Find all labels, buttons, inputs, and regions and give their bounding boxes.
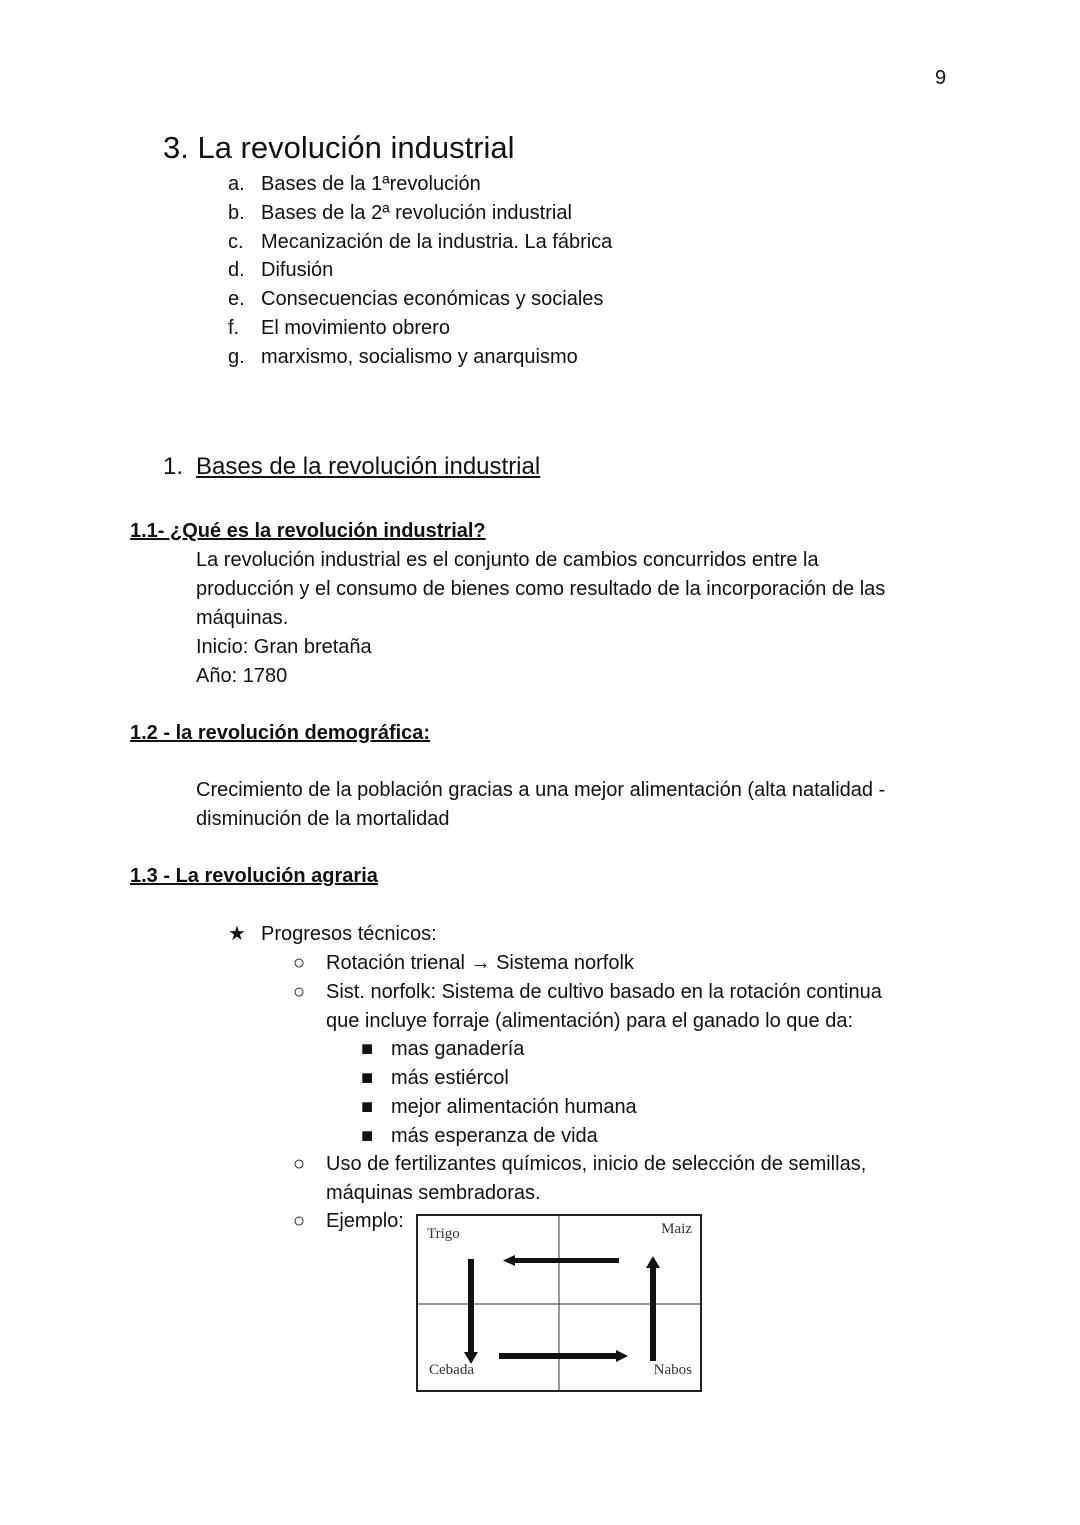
paragraph-line: disminución de la mortalidad bbox=[196, 808, 450, 830]
paragraph-line: Inicio: Gran bretaña bbox=[196, 636, 372, 658]
arrow-trigo-to-cebada bbox=[464, 1259, 478, 1364]
list-item: más estiércol bbox=[391, 1067, 509, 1089]
list-item: Uso de fertilizantes químicos, inicio de selección de semillas, bbox=[326, 1153, 867, 1175]
circle-bullet-icon: ○ bbox=[293, 981, 306, 1003]
toc-marker: g. bbox=[228, 346, 245, 368]
section-marker: 1. bbox=[163, 453, 184, 480]
diagram-label-nabos: Nabos bbox=[653, 1362, 692, 1378]
square-bullet-icon: ■ bbox=[361, 1067, 374, 1089]
circle-bullet-icon: ○ bbox=[293, 952, 306, 974]
toc-marker: c. bbox=[228, 231, 244, 253]
list-item: Rotación trienal → Sistema norfolk bbox=[326, 952, 634, 974]
list-item-continued: que incluye forraje (alimentación) para el ganado lo que da: bbox=[326, 1010, 854, 1032]
toc-item: Difusión bbox=[261, 259, 334, 281]
crop-rotation-diagram bbox=[416, 1214, 702, 1392]
toc-marker: e. bbox=[228, 288, 245, 310]
square-bullet-icon: ■ bbox=[361, 1038, 374, 1060]
section-heading: Bases de la revolución industrial bbox=[196, 453, 541, 480]
diagram-label-trigo: Trigo bbox=[427, 1226, 460, 1242]
toc-item: Bases de la 2ª revolución industrial bbox=[261, 202, 572, 224]
arrow-maiz-to-trigo bbox=[503, 1255, 619, 1266]
toc-item: Mecanización de la industria. La fábrica bbox=[261, 231, 613, 253]
list-item: Sist. norfolk: Sistema de cultivo basado en la rotación continua bbox=[326, 981, 882, 1003]
list-item: mejor alimentación humana bbox=[391, 1096, 637, 1118]
toc-item: Bases de la 1ªrevolución bbox=[261, 173, 481, 195]
diagram-label-cebada: Cebada bbox=[429, 1362, 474, 1378]
circle-bullet-icon: ○ bbox=[293, 1210, 306, 1232]
toc-item: El movimiento obrero bbox=[261, 317, 450, 339]
paragraph-line: Crecimiento de la población gracias a una mejor alimentación (alta natalidad - bbox=[196, 779, 886, 801]
paragraph-line: Año: 1780 bbox=[196, 665, 288, 687]
toc-marker: a. bbox=[228, 173, 245, 195]
page-title: 3. La revolución industrial bbox=[163, 130, 515, 165]
list-item: mas ganadería bbox=[391, 1038, 525, 1060]
diagram-label-maiz: Maiz bbox=[661, 1221, 692, 1237]
toc-marker: b. bbox=[228, 202, 245, 224]
toc-marker: d. bbox=[228, 259, 245, 281]
list-item: Ejemplo: bbox=[326, 1210, 404, 1232]
page-number: 9 bbox=[935, 67, 947, 89]
toc-item: Consecuencias económicas y sociales bbox=[261, 288, 604, 310]
list-item: Progresos técnicos: bbox=[261, 923, 437, 945]
list-item: más esperanza de vida bbox=[391, 1125, 598, 1147]
paragraph-line: producción y el consumo de bienes como resultado de la incorporación de las bbox=[196, 578, 886, 600]
star-bullet-icon: ★ bbox=[228, 923, 246, 945]
toc-item: marxismo, socialismo y anarquismo bbox=[261, 346, 578, 368]
square-bullet-icon: ■ bbox=[361, 1125, 374, 1147]
paragraph-line: máquinas. bbox=[196, 607, 289, 629]
square-bullet-icon: ■ bbox=[361, 1096, 374, 1118]
arrow-nabos-to-maiz bbox=[646, 1256, 660, 1361]
circle-bullet-icon: ○ bbox=[293, 1153, 306, 1175]
arrow-cebada-to-nabos bbox=[499, 1350, 628, 1362]
toc-marker: f. bbox=[228, 317, 240, 339]
subsection-heading-1-1: 1.1- ¿Qué es la revolución industrial? bbox=[130, 520, 486, 542]
paragraph-line: La revolución industrial es el conjunto de cambios concurridos entre la bbox=[196, 549, 819, 571]
list-item-continued: máquinas sembradoras. bbox=[326, 1182, 541, 1204]
subsection-heading-1-3: 1.3 - La revolución agraria bbox=[130, 865, 378, 887]
subsection-heading-1-2: 1.2 - la revolución demográfica: bbox=[130, 722, 431, 744]
